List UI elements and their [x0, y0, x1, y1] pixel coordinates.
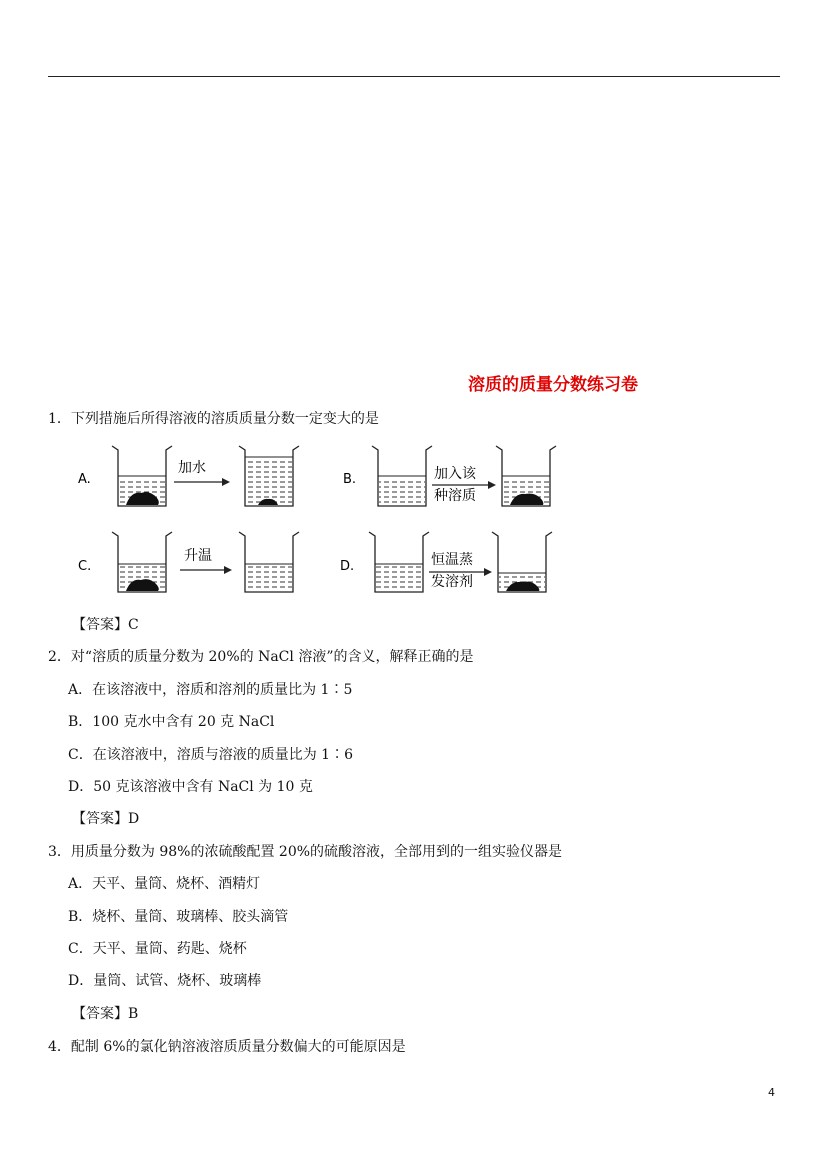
panel-b: [343, 446, 556, 506]
arrow-d: [429, 551, 492, 590]
page-title: 溶质的质量分数练习卷: [468, 375, 638, 395]
question-3-option-c: C．天平、量筒、药匙、烧杯: [68, 941, 247, 957]
arrow-b: [432, 466, 496, 504]
panel-b-label: B.: [343, 472, 357, 487]
beaker-d-after: [492, 532, 552, 592]
header-rule: [48, 76, 780, 77]
question-2-stem: 2．对“溶质的质量分数为 20%的 NaCl 溶液”的含义，解释正确的是: [48, 649, 474, 665]
question-2-option-a: A．在该溶液中，溶质和溶剂的质量比为 1∶5: [68, 682, 353, 698]
question-3-option-b: B．烧杯、量筒、玻璃棒、胶头滴管: [68, 909, 289, 925]
question-4-stem: 4．配制 6%的氯化钠溶液溶质质量分数偏大的可能原因是: [48, 1039, 406, 1055]
question-3-answer: 【答案】B: [72, 1006, 139, 1022]
question-3-option-a: A．天平、量筒、烧杯、酒精灯: [68, 876, 261, 892]
panel-c: [78, 532, 299, 592]
panel-a-label: A.: [78, 472, 91, 487]
beaker-b-after: [496, 446, 556, 506]
question-1-figure: [0, 440, 827, 620]
action-a-line1: 加水: [178, 460, 206, 476]
beaker-a-after: [239, 446, 299, 506]
question-1-stem: 1．下列措施后所得溶液的溶质质量分数一定变大的是: [48, 411, 379, 427]
beaker-d-before: [369, 532, 429, 592]
beaker-b-before: [372, 446, 432, 506]
beaker-a-before: [112, 446, 172, 506]
question-2-option-b: B．100 克水中含有 20 克 NaCl: [68, 714, 275, 730]
question-3-option-d: D．量筒、试管、烧杯、玻璃棒: [68, 973, 262, 989]
arrow-c: [180, 548, 232, 574]
question-2-option-c: C．在该溶液中，溶质与溶液的质量比为 1∶6: [68, 747, 353, 763]
question-2-answer: 【答案】D: [72, 811, 140, 827]
panel-d-label: D.: [340, 559, 355, 574]
question-3-stem: 3．用质量分数为 98%的浓硫酸配置 20%的硫酸溶液，全部用到的一组实验仪器是: [48, 844, 563, 860]
beaker-c-after: [239, 532, 299, 592]
panel-d: [340, 532, 552, 592]
arrow-a: [174, 459, 230, 486]
panel-a: [78, 446, 299, 506]
question-2-option-d: D．50 克该溶液中含有 NaCl 为 10 克: [68, 779, 313, 795]
beaker-c-before: [112, 532, 172, 592]
action-c-line1: 升温: [184, 548, 212, 564]
page-number: 4: [768, 1086, 775, 1099]
panel-c-label: C.: [78, 559, 92, 574]
question-1-answer: 【答案】C: [72, 617, 139, 633]
action-b-line2: 种溶质: [434, 488, 476, 504]
action-d-line2: 发溶剂: [431, 574, 473, 590]
action-b-line1: 加入该: [434, 466, 476, 482]
action-d-line1: 恒温蒸: [431, 552, 473, 568]
